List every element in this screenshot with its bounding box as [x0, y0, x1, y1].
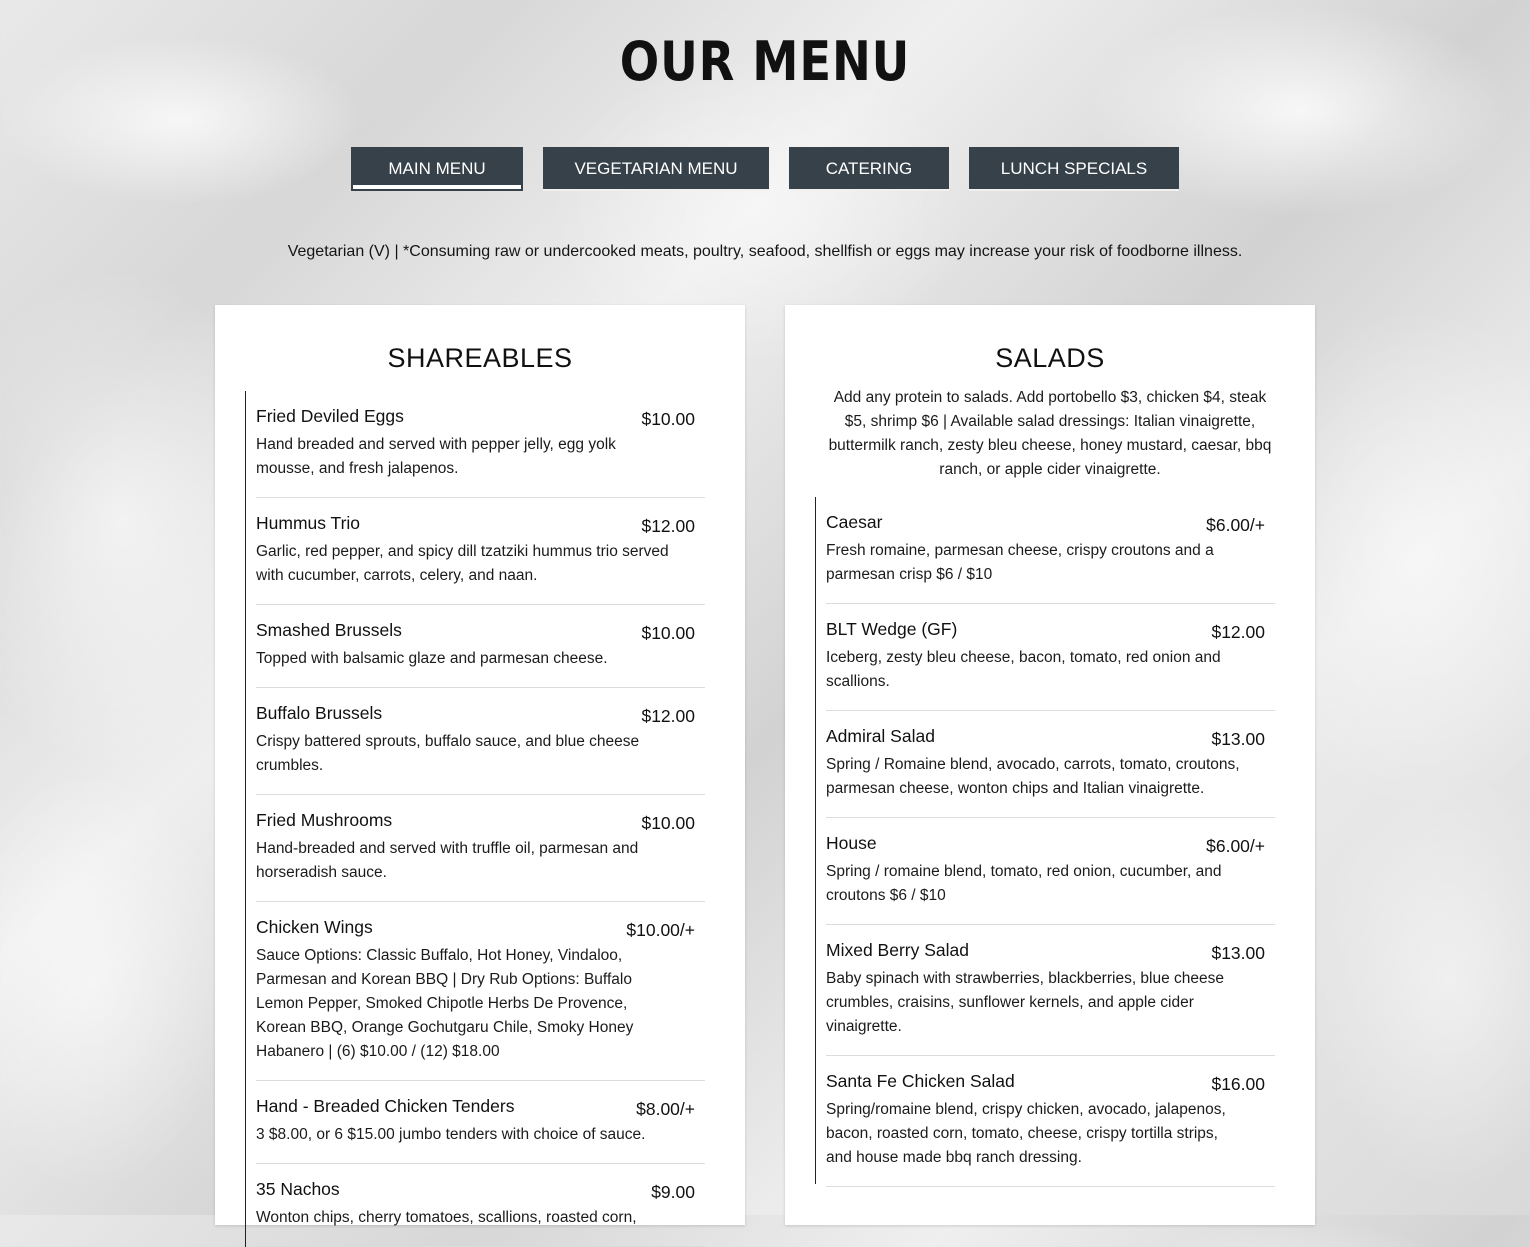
menu-item — [256, 391, 705, 498]
menu-item-description: Hand breaded and served with pepper jelly, egg yolk mousse, and fresh jalapenos. — [256, 436, 616, 477]
salads-card — [785, 305, 1315, 1225]
tab-main-menu[interactable]: MAIN MENU — [351, 147, 523, 191]
menu-item-description: Baby spinach with strawberries, blackberries, blue cheese crumbles, craisins, sunflower kernels, and apple cider vinaigrette. — [826, 970, 1225, 1035]
menu-item-name: Admiral Salad — [826, 726, 935, 746]
menu-item-price: $13.00 — [1211, 729, 1265, 749]
menu-item-description: Topped with balsamic glaze and parmesan cheese. — [256, 650, 608, 667]
menu-item-price: $6.00/+ — [1206, 515, 1265, 535]
shareables-heading: SHAREABLES — [387, 343, 573, 373]
menu-item — [256, 605, 705, 688]
menu-item — [256, 795, 705, 902]
menu-item-name: 35 Nachos — [256, 1179, 340, 1199]
menu-item — [826, 925, 1275, 1056]
menu-item-name: Fried Mushrooms — [256, 810, 393, 830]
menu-item-description: 3 $8.00, or 6 $15.00 jumbo tenders with choice of sauce. — [256, 1126, 646, 1143]
menu-item — [256, 1081, 705, 1164]
menu-item-price: $10.00 — [641, 409, 695, 429]
menu-item-price: $12.00 — [1211, 622, 1265, 642]
menu-item-description: Sauce Options: Classic Buffalo, Hot Honey, Vindaloo, Parmesan and Korean BBQ | Dry Rub Options: Buffalo Lemon Pepper, Smoked Chipotle Herbs De Provence, Korean BBQ, Orange Gochutgaru Chile, Smoky Honey Habanero | (6) $10.00 / (12) $18.00 — [256, 947, 634, 1060]
tab-lunch-specials[interactable]: LUNCH SPECIALS — [969, 147, 1179, 191]
menu-item-description: Spring/romaine blend, crispy chicken, avocado, jalapenos, bacon, roasted corn, tomato, cheese, crispy tortilla strips, and house made bbq ranch dressing. — [826, 1101, 1226, 1166]
menu-item-price: $12.00 — [641, 516, 695, 536]
menu-item-name: House — [826, 833, 877, 853]
menu-item-description: Crispy battered sprouts, buffalo sauce, and blue cheese crumbles. — [256, 733, 640, 774]
menu-item — [256, 902, 705, 1081]
allergy-notice: Vegetarian (V) | *Consuming raw or undercooked meats, poultry, seafood, shellfish or eggs may increase your risk of foodborne illness. — [287, 243, 1243, 260]
menu-item — [826, 604, 1275, 711]
menu-item-price: $12.00 — [641, 706, 695, 726]
tab-catering[interactable]: CATERING — [789, 147, 949, 191]
menu-item-name: Caesar — [826, 512, 883, 532]
menu-item-name: Hand - Breaded Chicken Tenders — [256, 1096, 515, 1116]
menu-item-name: BLT Wedge (GF) — [826, 619, 958, 639]
menu-item-name: Mixed Berry Salad — [826, 940, 969, 960]
menu-item-price: $13.00 — [1211, 943, 1265, 963]
shareables-list — [245, 391, 705, 1247]
menu-item-description: Fresh romaine, parmesan cheese, crispy croutons and a parmesan crisp $6 / $10 — [826, 542, 1214, 583]
menu-item-name: Chicken Wings — [256, 917, 373, 937]
menu-item-name: Buffalo Brussels — [256, 703, 383, 723]
menu-tabs — [0, 147, 1530, 191]
menu-item — [826, 497, 1275, 604]
menu-item — [826, 1056, 1275, 1187]
menu-item-name: Smashed Brussels — [256, 620, 402, 640]
salads-list — [815, 497, 1275, 1184]
menu-item-price: $9.00 — [651, 1182, 695, 1202]
menu-item — [256, 498, 705, 605]
shareables-card — [215, 305, 745, 1225]
menu-item-description: Iceberg, zesty bleu cheese, bacon, tomato, red onion and scallions. — [826, 649, 1221, 690]
menu-item-name: Fried Deviled Eggs — [256, 406, 404, 426]
menu-item-description: Garlic, red pepper, and spicy dill tzatziki hummus trio served with cucumber, carrots, celery, and naan. — [256, 543, 669, 584]
menu-item-name: Santa Fe Chicken Salad — [826, 1071, 1015, 1091]
menu-item-price: $6.00/+ — [1206, 836, 1265, 856]
menu-item-description: Wonton chips, cherry tomatoes, scallions, roasted corn, — [256, 1209, 637, 1226]
menu-item-name: Hummus Trio — [256, 513, 361, 533]
salads-note: Add any protein to salads. Add portobello $3, chicken $4, steak $5, shrimp $6 | Available salad dressings: Italian vinaigrette, buttermilk ranch, zesty bleu cheese, honey mustard, caesar, bbq ranch, or apple cider vinaigrette. — [828, 389, 1272, 478]
menu-item-description: Spring / Romaine blend, avocado, carrots, tomato, croutons, parmesan cheese, wonton chips and Italian vinaigrette. — [826, 756, 1240, 797]
page-title: OUR MENU — [619, 30, 911, 93]
menu-item — [256, 688, 705, 795]
menu-item-description: Hand-breaded and served with truffle oil, parmesan and horseradish sauce. — [256, 840, 639, 881]
salads-heading: SALADS — [995, 343, 1105, 373]
menu-item-price: $10.00 — [641, 813, 695, 833]
menu-item — [256, 1164, 705, 1247]
menu-item-price: $16.00 — [1211, 1074, 1265, 1094]
tab-vegetarian-menu[interactable]: VEGETARIAN MENU — [543, 147, 769, 191]
menu-item — [826, 818, 1275, 925]
menu-item — [826, 711, 1275, 818]
menu-item-price: $10.00 — [641, 623, 695, 643]
menu-item-description: Spring / romaine blend, tomato, red onion, cucumber, and croutons $6 / $10 — [826, 863, 1222, 904]
menu-item-price: $8.00/+ — [636, 1099, 695, 1119]
menu-item-price: $10.00/+ — [626, 920, 695, 940]
